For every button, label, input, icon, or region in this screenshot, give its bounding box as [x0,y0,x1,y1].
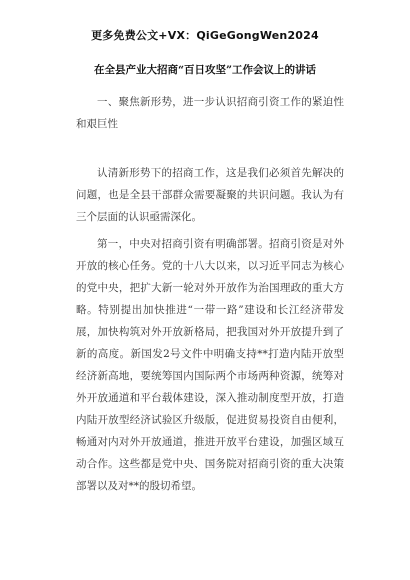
promo-header: 更多免费公文+VX：QiGeGongWen2024 [91,29,319,42]
intro-paragraph: 认清新形势下的招商工作，这是我们必须首先解决的问题，也是全县干部群众需要凝聚的共识问题。我认为有三个层面的认识亟需深化。 [76,167,344,223]
first-point-paragraph: 第一，中央对招商引资有明确部署。招商引资是对外开放的核心任务。党的十八大以来，以习近平同志为核心的党中央，把扩大新一轮对外开放作为治国理政的重大方略。特别提出加快推进“一带一路”建设和长江经济带发展，加快构筑对外开放新格局，把我国对外开放提升到了新的高度。新国发2号文件中明确支持**打造内陆开放型经济新高地，要统筹国内国际两个市场两种资源，统筹对外开放通道和平台载体建设，深入推动制度型开放，打造内陆开放型经济试验区升级版，促进贸易投资自由便利，畅通对内对外开放通道，推进开放平台建设，加强区域互动合作。这些都是党中央、国务院对招商引资的重大决策部署以及对**的殷切希望。 [76,238,344,492]
speech-title: 在全县产业大招商“百日攻坚”工作会议上的讲话 [93,64,317,76]
section-heading: 一、聚焦新形势，进一步认识招商引资工作的紧迫性和艰巨性 [76,96,344,130]
